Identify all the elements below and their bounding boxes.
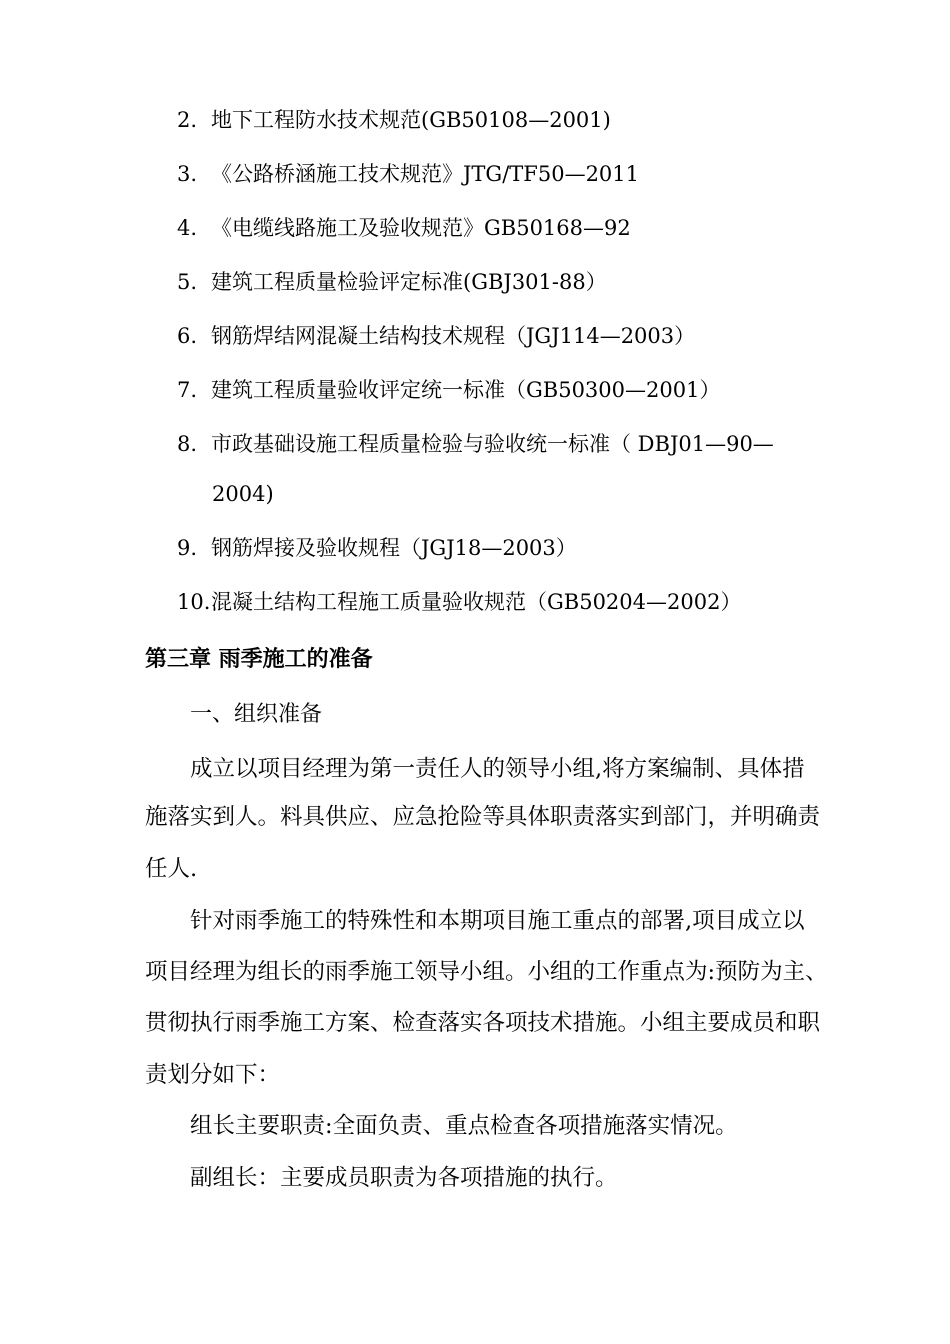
reference-text: 《电缆线路施工及验收规范》GB50168—92 <box>211 216 631 240</box>
reference-item <box>177 430 774 458</box>
reference-item <box>177 588 741 616</box>
duty-deputy: 副组长：主要成员职责为各项措施的执行。 <box>190 1165 618 1191</box>
reference-number: 5. <box>177 270 198 294</box>
reference-item <box>177 214 631 242</box>
reference-text: 《公路桥涵施工技术规范》JTG/TF50—2011 <box>211 162 640 186</box>
reference-number: 6. <box>177 324 198 348</box>
paragraph-line: 项目经理为组长的雨季施工领导小组。小组的工作重点为:预防为主、 <box>145 959 828 985</box>
reference-text: 建筑工程质量检验评定标准(GBJ301-88） <box>211 270 607 294</box>
reference-number: 10. <box>177 590 211 614</box>
reference-number: 4. <box>177 216 198 240</box>
reference-text: 建筑工程质量验收评定统一标准（GB50300—2001） <box>211 378 721 402</box>
reference-number: 2. <box>177 108 198 132</box>
reference-item <box>177 160 639 188</box>
duty-leader: 组长主要职责:全面负责、重点检查各项措施落实情况。 <box>190 1113 738 1139</box>
reference-item <box>177 534 577 562</box>
reference-item <box>177 376 720 404</box>
reference-number: 8. <box>177 432 198 456</box>
reference-number: 9. <box>177 536 198 560</box>
reference-text: 钢筋焊结网混凝土结构技术规程（JGJ114—2003） <box>211 324 696 348</box>
paragraph-line: 施落实到人。料具供应、应急抢险等具体职责落实到部门，并明确责 <box>145 804 821 830</box>
reference-text: 混凝土结构工程施工质量验收规范（GB50204—2002） <box>211 590 742 614</box>
paragraph-line: 针对雨季施工的特殊性和本期项目施工重点的部署,项目成立以 <box>190 908 805 934</box>
chapter-title: 第三章 雨季施工的准备 <box>145 647 373 672</box>
paragraph-line: 任人. <box>145 856 198 882</box>
reference-text: 钢筋焊接及验收规程（JGJ18—2003） <box>211 536 577 560</box>
paragraph-line: 责划分如下： <box>145 1062 281 1088</box>
reference-number: 7. <box>177 378 198 402</box>
reference-item <box>177 322 695 350</box>
reference-number: 3. <box>177 162 198 186</box>
reference-continuation: 2004) <box>212 482 274 506</box>
paragraph-line: 贯彻执行雨季施工方案、检查落实各项技术措施。小组主要成员和职 <box>145 1010 821 1036</box>
reference-item <box>177 106 611 134</box>
reference-item <box>177 268 607 296</box>
paragraph-line: 成立以项目经理为第一责任人的领导小组,将方案编制、具体措 <box>190 756 805 782</box>
reference-text: 地下工程防水技术规范(GB50108—2001) <box>211 108 611 132</box>
section-title: 一、组织准备 <box>190 702 323 727</box>
reference-text: 市政基础设施工程质量检验与验收统一标准（ DBJ01—90— <box>211 432 774 456</box>
